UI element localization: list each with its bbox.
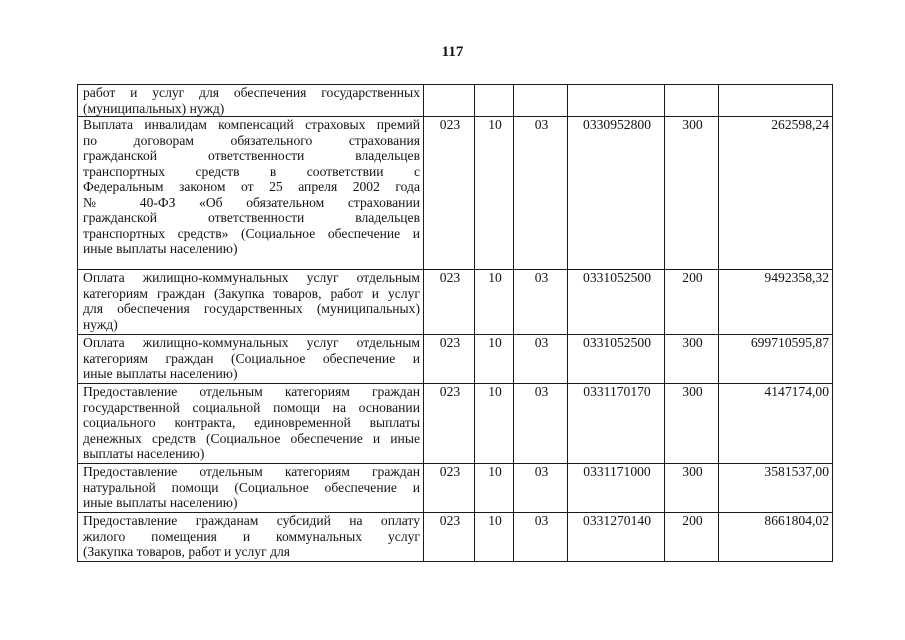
table-row bbox=[78, 335, 833, 384]
description-line: гражданской ответственности владельцев bbox=[83, 148, 420, 163]
table-row bbox=[78, 270, 833, 335]
target-article-cell: 0331170170 bbox=[568, 384, 665, 464]
target-article-cell: 0331270140 bbox=[568, 513, 665, 562]
description-line: Предоставление гражданам субсидий на оплату bbox=[83, 513, 420, 528]
description-cell bbox=[78, 335, 424, 384]
amount-cell bbox=[719, 85, 833, 117]
amount-cell: 262598,24 bbox=[719, 117, 833, 270]
description-line: категориям граждан (Закупка товаров, работ и услуг bbox=[83, 285, 420, 301]
description-line: иные выплаты населению) bbox=[83, 495, 238, 510]
budget-table bbox=[77, 84, 833, 562]
description-line: для обеспечения государственных (муниципальных) bbox=[83, 301, 420, 316]
description-cell bbox=[78, 85, 424, 117]
expense-type-cell: 300 bbox=[665, 384, 719, 464]
description-cell bbox=[78, 117, 424, 270]
description-cell bbox=[78, 384, 424, 464]
page-number: 117 bbox=[441, 44, 464, 60]
description-line: Предоставление отдельным категориям граждан bbox=[83, 464, 420, 479]
description-line: (муниципальных) нужд) bbox=[83, 100, 225, 116]
description-line: (Закупка товаров, работ и услуг для bbox=[83, 544, 291, 559]
expense-type-cell: 300 bbox=[665, 117, 719, 270]
section-cell bbox=[475, 85, 514, 117]
table-row bbox=[78, 513, 833, 562]
amount-cell: 4147174,00 bbox=[719, 384, 833, 464]
table-row bbox=[78, 464, 833, 513]
table-row bbox=[78, 85, 833, 117]
expense-type-cell: 300 bbox=[665, 335, 719, 384]
subsection-cell: 03 bbox=[514, 384, 568, 464]
description-line: Выплата инвалидам компенсаций страховых премий bbox=[83, 117, 420, 132]
description-line: выплаты населению) bbox=[83, 446, 205, 461]
admin-code-cell bbox=[424, 85, 475, 117]
description-line: Оплата жилищно-коммунальных услуг отдельным bbox=[83, 270, 420, 285]
admin-code-cell: 023 bbox=[424, 117, 475, 270]
admin-code-cell: 023 bbox=[424, 384, 475, 464]
description-line: натуральной помощи (Социальное обеспечение и bbox=[83, 479, 420, 495]
subsection-cell bbox=[514, 85, 568, 117]
table-row bbox=[78, 384, 833, 464]
description-line: Федеральным законом от 25 апреля 2002 года bbox=[83, 179, 420, 194]
expense-type-cell bbox=[665, 85, 719, 117]
description-line: Предоставление отдельным категориям граждан bbox=[83, 384, 420, 399]
subsection-cell: 03 bbox=[514, 335, 568, 384]
description-line: социального контракта, единовременной выплаты bbox=[83, 415, 420, 430]
description-line: иные выплаты населению) bbox=[83, 241, 238, 256]
description-line: иные выплаты населению) bbox=[83, 366, 238, 381]
section-cell: 10 bbox=[475, 270, 514, 335]
description-cell bbox=[78, 270, 424, 335]
subsection-cell: 03 bbox=[514, 513, 568, 562]
expense-type-cell: 200 bbox=[665, 270, 719, 335]
admin-code-cell: 023 bbox=[424, 335, 475, 384]
admin-code-cell: 023 bbox=[424, 464, 475, 513]
description-line: транспортных средств» (Социальное обеспечение и bbox=[83, 225, 420, 241]
target-article-cell bbox=[568, 85, 665, 117]
amount-cell: 8661804,02 bbox=[719, 513, 833, 562]
amount-cell: 3581537,00 bbox=[719, 464, 833, 513]
description-line: жилого помещения и коммунальных услуг bbox=[83, 528, 420, 544]
description-line: Оплата жилищно-коммунальных услуг отдельным bbox=[83, 335, 420, 350]
section-cell: 10 bbox=[475, 464, 514, 513]
description-cell bbox=[78, 464, 424, 513]
description-line: денежных средств (Социальное обеспечение и иные bbox=[83, 430, 420, 446]
expense-type-cell: 200 bbox=[665, 513, 719, 562]
target-article-cell: 0331052500 bbox=[568, 335, 665, 384]
target-article-cell: 0330952800 bbox=[568, 117, 665, 270]
subsection-cell: 03 bbox=[514, 117, 568, 270]
admin-code-cell: 023 bbox=[424, 513, 475, 562]
subsection-cell: 03 bbox=[514, 270, 568, 335]
section-cell: 10 bbox=[475, 513, 514, 562]
description-line: категориям граждан (Социальное обеспечение и bbox=[83, 350, 420, 366]
description-line: транспортных средств в соответствии с bbox=[83, 163, 420, 179]
description-line: работ и услуг для обеспечения государственных bbox=[83, 85, 420, 100]
description-line: по договорам обязательного страхования bbox=[83, 132, 420, 148]
amount-cell: 9492358,32 bbox=[719, 270, 833, 335]
section-cell: 10 bbox=[475, 384, 514, 464]
target-article-cell: 0331171000 bbox=[568, 464, 665, 513]
description-line: нужд) bbox=[83, 316, 118, 332]
subsection-cell: 03 bbox=[514, 464, 568, 513]
table-row bbox=[78, 117, 833, 270]
expense-type-cell: 300 bbox=[665, 464, 719, 513]
section-cell: 10 bbox=[475, 117, 514, 270]
admin-code-cell: 023 bbox=[424, 270, 475, 335]
description-line: государственной социальной помощи на основании bbox=[83, 399, 420, 415]
description-line: гражданской ответственности владельцев bbox=[83, 210, 420, 225]
description-cell bbox=[78, 513, 424, 562]
description-line: № 40-ФЗ «Об обязательном страховании bbox=[83, 194, 420, 210]
target-article-cell: 0331052500 bbox=[568, 270, 665, 335]
section-cell: 10 bbox=[475, 335, 514, 384]
amount-cell: 699710595,87 bbox=[719, 335, 833, 384]
